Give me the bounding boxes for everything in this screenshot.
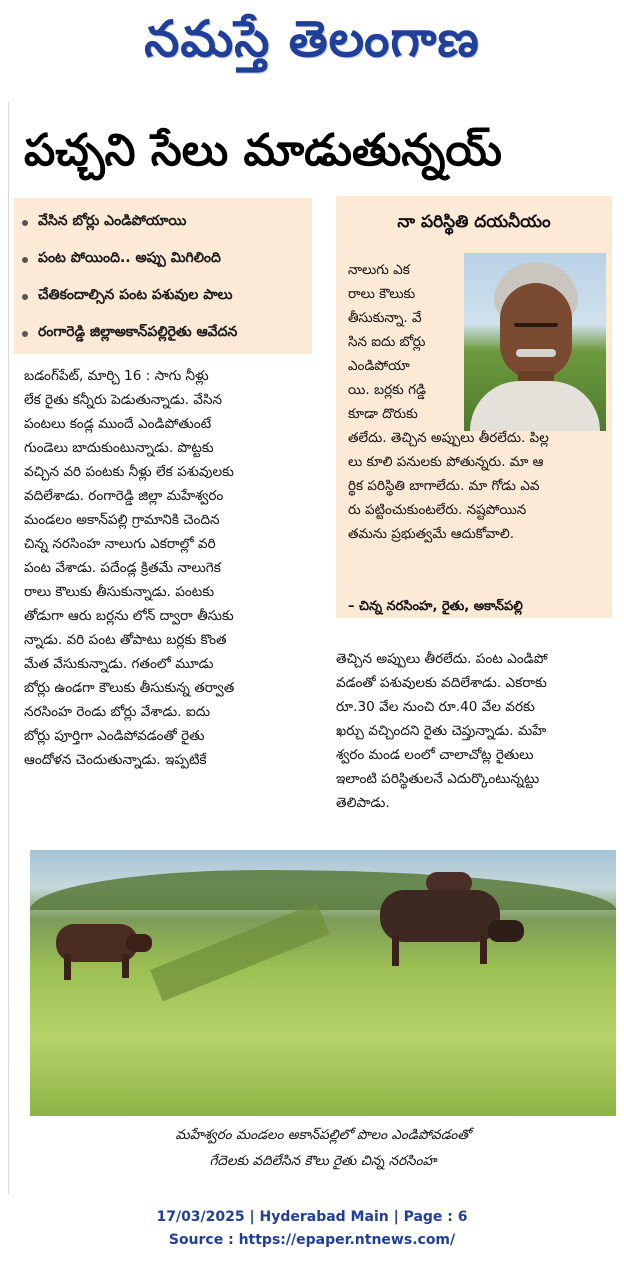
masthead: [0, 0, 624, 90]
footer-date-edition: 17/03/2025 | Hyderabad Main | Page : 6: [156, 1209, 468, 1225]
sidebox-line: తలేదు. తెచ్చిన అప్పులు తీరలేదు. పిల్ల: [348, 430, 549, 446]
sidebox-text-beside-photo: [348, 258, 456, 426]
article-line: శ్వరం మండ లంలో చాలాచోట్ల రైతులు: [336, 747, 534, 763]
sidebox-line: తీసుకున్నా. వే: [348, 310, 422, 326]
article-line: తెలిపాడు.: [336, 795, 390, 811]
highlight-text: చేతికందాల్సిన పంట పశువుల పాలు: [38, 287, 233, 303]
caption-line: గేదెలకు వదిలేసిన కౌలు రైతు చిన్న నరసింహ: [209, 1153, 437, 1169]
sidebox-line: ర్థిక పరిస్థితి బాగాలేదు. మా గోడు ఎవ: [348, 478, 540, 494]
article-line: మేత వేసుకున్నాడు. గతంలో మూడు: [24, 656, 214, 672]
article-line: పంటలు కండ్ల ముందే ఎండిపోతుంటే: [24, 416, 212, 432]
article-line: తెచ్చిన అప్పులు తీరలేదు. పంట ఎండిపో: [336, 651, 548, 667]
article-line: బోర్లు పూర్తిగా ఎండిపోవడంతో రైతు: [24, 728, 205, 744]
highlight-item: [22, 278, 306, 315]
caption-line: మహేశ్వరం మండలం అకాన్‌పల్లిలో పొలం ఎండిపోవడంతో: [175, 1127, 471, 1143]
sidebox-line: కూడా దొరుకు: [348, 406, 418, 422]
bullet-dot-icon: [22, 220, 28, 226]
sidebox-line: రు పట్టించుకుంటలేరు. నష్టపోయిన: [348, 502, 527, 518]
article-line: రూ.30 వేల నుంచి రూ.40 వేల వరకు: [336, 699, 535, 715]
article-line: గుండెలు బాదుకుంటున్నాడు. పొట్టకు: [24, 440, 214, 456]
article-line: చిన్న నరసింహ నాలుగు ఎకరాల్లో వరి: [24, 536, 216, 552]
farmer-portrait-image: [464, 253, 606, 431]
article-line: వదిలేశాడు. రంగారెడ్డి జిల్లా మహేశ్వరం: [24, 488, 224, 504]
article-column-1: [24, 364, 316, 772]
article-line: రాలు కౌలుకు తీసుకున్నాడు. పంటకు: [24, 584, 215, 600]
highlights-box: [14, 198, 312, 354]
article-line: వడంతో పశువులకు వదిలేశాడు. ఎకరాకు: [336, 675, 547, 691]
article-line: పంట వేశాడు. పదేండ్ల క్రితమే నాలుగెక: [24, 560, 221, 576]
sidebox-line: రాలు కౌలుకు: [348, 286, 416, 302]
highlight-item: [22, 241, 306, 278]
sidebox-body: [348, 426, 604, 546]
photo-caption: [30, 1122, 616, 1174]
page-footer: [0, 1206, 624, 1252]
bullet-dot-icon: [22, 257, 28, 263]
sidebox-line: నాలుగు ఎక: [348, 262, 410, 278]
article-line: బోర్లు ఉండగా కౌలుకు తీసుకున్న తర్వాత: [24, 680, 235, 696]
sidebox-line: ఎండిపోయా: [348, 358, 410, 374]
article-line: లేక రైతు కన్నీరు పెడుతున్నాడు. వేసిన: [24, 392, 223, 408]
article-line: వచ్చిన వరి పంటకు నీళ్లు లేక పశువులకు: [24, 464, 234, 480]
article-line: ఆందోళన చెందుతున్నాడు. ఇప్పటికే: [24, 752, 207, 768]
sidebox-title: నా పరిస్థితి దయనీయం: [397, 212, 551, 232]
highlight-text: రంగారెడ్డి జిల్లాఅకాన్‌పల్లిరైతు ఆవేదన: [38, 324, 238, 340]
highlight-item: [22, 315, 306, 352]
bullet-dot-icon: [22, 331, 28, 337]
article-line: మండలం అకాన్‌పల్లి గ్రామానికి చెందిన: [24, 512, 220, 528]
sidebox-line: యి. బర్లకు గడ్డి: [348, 382, 426, 398]
sidebox-line: సిన ఐదు బోర్లు: [348, 334, 426, 350]
footer-source-link[interactable]: Source : https://epaper.ntnews.com/: [168, 1232, 456, 1248]
article-line: న్నాడు. వరి పంట తోపాటు బర్లకు కొంత: [24, 632, 227, 648]
article-column-2: [336, 647, 612, 815]
article-line: తోడుగా ఆరు బర్లను లోన్ ద్వారా తీసుకు: [24, 608, 234, 624]
sidebox-line: తమను ప్రభుత్వమే ఆదుకోవాలి.: [348, 526, 515, 542]
sidebox-line: లు కూలి పనులకు పోతున్నరు. మా ఆ: [348, 454, 544, 470]
highlight-text: వేసిన బోర్లు ఎండిపోయాయి: [38, 213, 187, 229]
highlight-item: [22, 204, 306, 241]
article-headline: పచ్చని సేలు మాడుతున్నయ్: [24, 125, 502, 176]
bullet-dot-icon: [22, 294, 28, 300]
field-buffaloes-photo: [30, 850, 616, 1116]
highlight-text: పంట పోయింది.. అప్పు మిగిలింది: [38, 250, 221, 266]
article-line: ఖర్చు వచ్చిందని రైతు చెప్తున్నాడు. మహే: [336, 723, 547, 739]
article-line: నరసింహ రెండు బోర్లు వేశాడు. ఐదు: [24, 704, 211, 720]
article-line: బడంగ్‌పేట్, మార్చి 16 : సాగు నీళ్లు: [24, 368, 209, 384]
article-line: ఇలాంటి పరిస్థితులనే ఎదుర్కొంటున్నట్టు: [336, 771, 540, 787]
sidebox-signature: – చిన్న నరసింహ, రైతు, అకాన్‌పల్లి: [348, 599, 523, 614]
masthead-title: నమస్తే తెలంగాణ: [144, 9, 480, 68]
